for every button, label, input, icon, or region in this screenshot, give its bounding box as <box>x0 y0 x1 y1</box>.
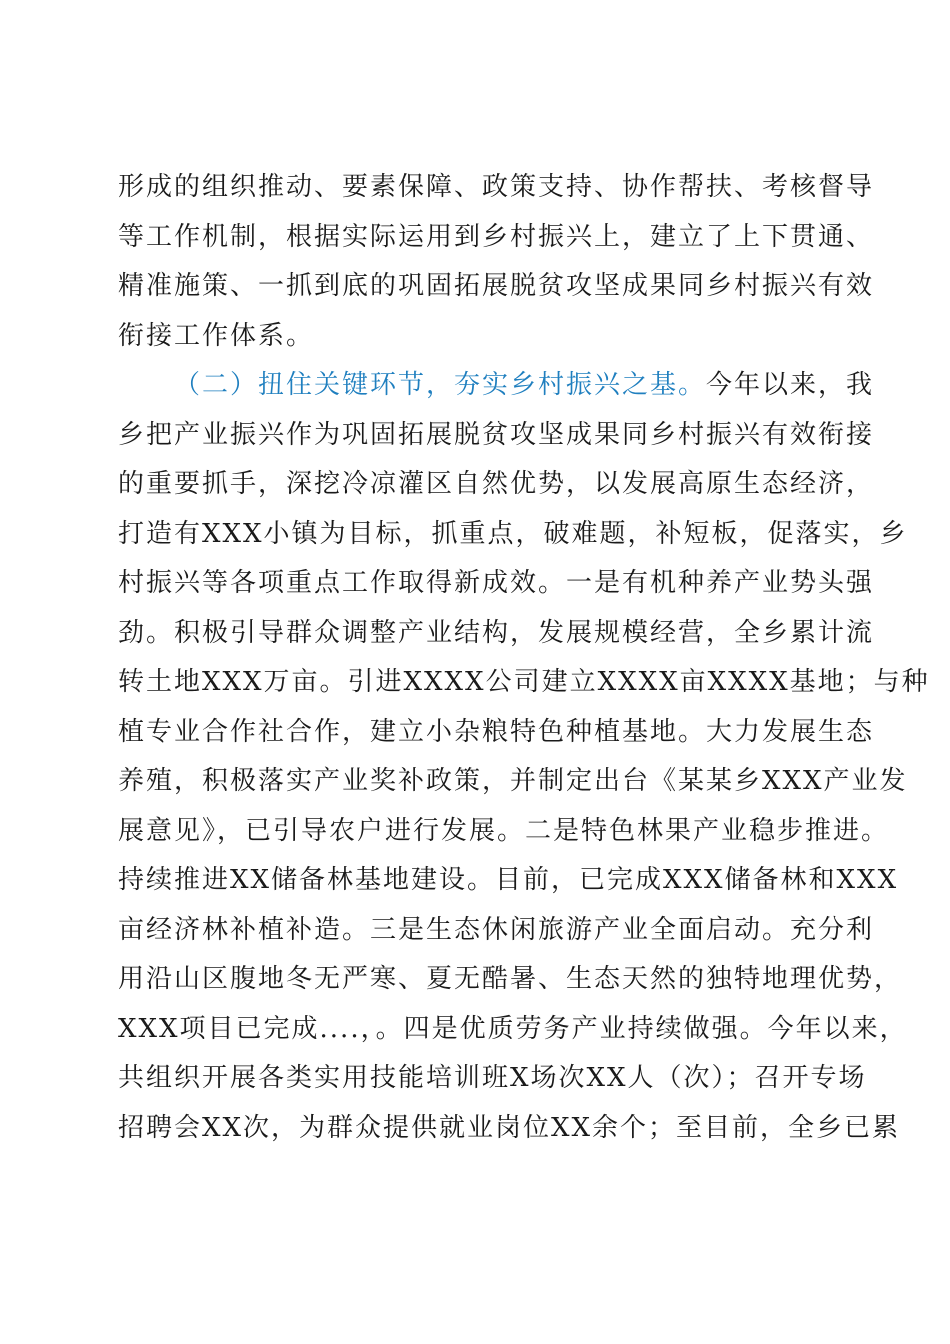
paragraph-line: 持续推进XX储备林基地建设。目前，已完成XXX储备林和XXX <box>118 865 899 895</box>
paragraph-line: 的重要抓手，深挖冷凉灌区自然优势，以发展高原生态经济， <box>118 469 875 499</box>
paragraph-line: 打造有XXX小镇为目标，抓重点，破难题，补短板，促落实，乡 <box>118 518 908 549</box>
paragraph-line: 养殖，积极落实产业奖补政策，并制定出台《某某乡XXX产业发 <box>118 766 908 796</box>
paragraph-line-rest: 今年以来，我 <box>706 370 875 400</box>
paragraph-2 <box>118 361 930 1153</box>
paragraph-line: 植专业合作社合作，建立小杂粮特色种植基地。大力发展生态 <box>118 716 875 747</box>
paragraph-line: 转土地XXX万亩。引进XXXX公司建立XXXX亩XXXX基地；与种 <box>118 667 930 697</box>
paragraph-line: 形成的组织推动、要素保障、政策支持、协作帮扶、考核督导 <box>118 172 875 202</box>
paragraph-line: 招聘会XX次，为群众提供就业岗位XX余个；至目前，全乡已累 <box>118 1112 901 1143</box>
paragraph-line: 乡把产业振兴作为巩固拓展脱贫攻坚成果同乡村振兴有效衔接 <box>118 419 875 450</box>
paragraph-line: 用沿山区腹地冬无严寒、夏无酷暑、生态天然的独特地理优势， <box>118 964 903 994</box>
paragraph-line: 等工作机制，根据实际运用到乡村振兴上，建立了上下贯通、 <box>118 221 875 252</box>
paragraph-line: 衔接工作体系。 <box>118 320 315 351</box>
paragraph-line: 展意见》，已引导农户进行发展。二是特色林果产业稳步推进。 <box>118 815 890 846</box>
paragraph-line: 村振兴等各项重点工作取得新成效。一是有机种养产业势头强 <box>118 568 875 598</box>
paragraph-first-line <box>118 361 875 411</box>
paragraph-line: 亩经济林补植补造。三是生态休闲旅游产业全面启动。充分利 <box>118 914 875 945</box>
paragraph-line: 精准施策、一抓到底的巩固拓展脱贫攻坚成果同乡村振兴有效 <box>118 271 875 301</box>
paragraph-line: XXX项目已完成....，。四是优质劳务产业持续做强。今年以来， <box>118 1013 908 1044</box>
paragraph-line: 共组织开展各类实用技能培训班X场次XX人（次）；召开专场 <box>118 1063 867 1093</box>
paragraph-line: 劲。积极引导群众调整产业结构，发展规模经营，全乡累计流 <box>118 617 875 648</box>
section-heading: （二）扭住关键环节，夯实乡村振兴之基。 <box>174 370 707 400</box>
paragraph-1 <box>118 163 875 361</box>
